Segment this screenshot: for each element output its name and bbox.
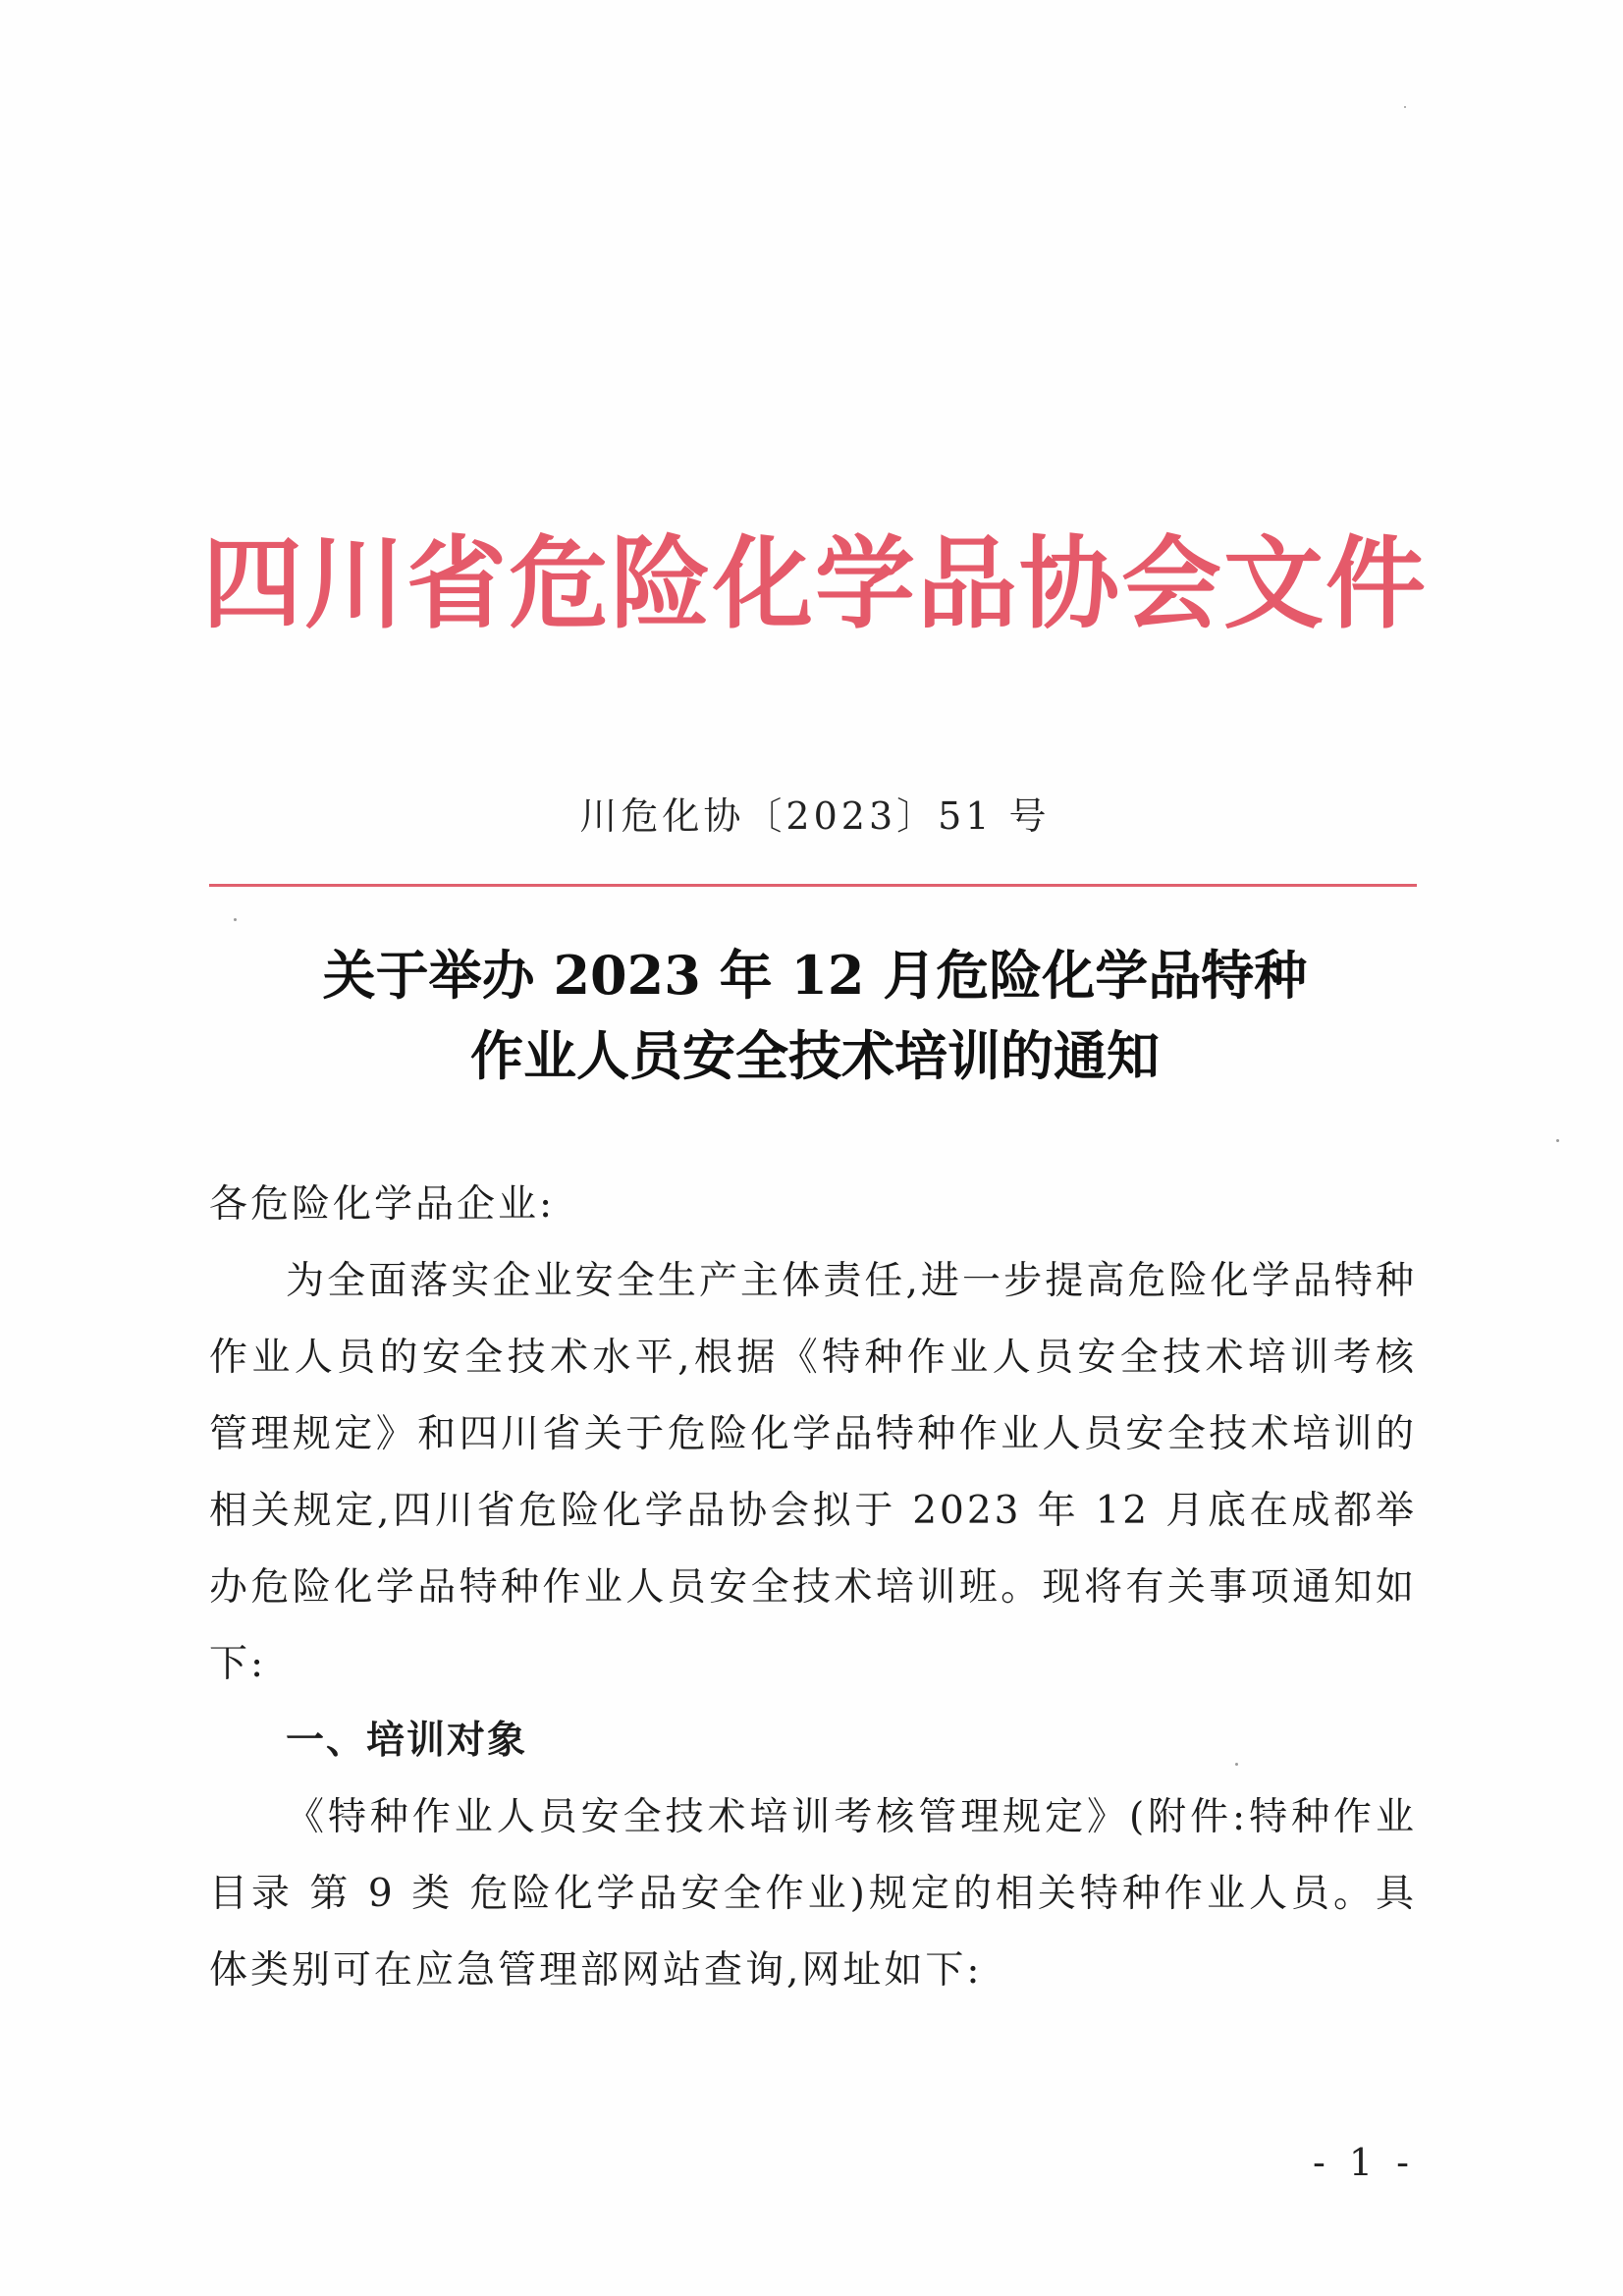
- document-number: 川危化协〔2023〕51 号: [579, 794, 1051, 838]
- issuing-organization-title: 四川省危险化学品协会文件: [202, 526, 1428, 643]
- page-number: - 1 -: [1312, 2141, 1415, 2184]
- scan-speck: [1235, 1763, 1238, 1766]
- scan-speck: [1556, 1139, 1559, 1142]
- document-body: [209, 1167, 1417, 2009]
- notice-title-line-2: 作业人员安全技术培训的通知: [470, 1024, 1160, 1087]
- scan-speck: [1404, 106, 1406, 108]
- salutation: 各危险化学品企业:: [209, 1182, 556, 1227]
- scan-speck: [234, 918, 237, 921]
- intro-paragraph: 为全面落实企业安全生产主体责任,进一步提高危险化学品特种作业人员的安全技术水平,根据《特种作业人员安全技术培训考核管理规定》和四川省关于危险化学品特种作业人员安全技术培训的相关规定,四川省危险化学品协会拟于 2023 年 12 月底在成都举办危险化学品特种作业人员安全技术培训班。现将有关事项通知如下:: [209, 1259, 1417, 1686]
- section-heading-training-target: 一、培训对象: [286, 1719, 528, 1763]
- notice-title: [196, 935, 1434, 1096]
- training-target-paragraph: 《特种作业人员安全技术培训考核管理规定》(附件:特种作业目录 第 9 类 危险化学品安全作业)规定的相关特种作业人员。具体类别可在应急管理部网站查询,网址如下:: [209, 1795, 1417, 1993]
- red-divider-line: [209, 884, 1417, 887]
- notice-title-line-1: 关于举办 2023 年 12 月危险化学品特种: [322, 944, 1308, 1007]
